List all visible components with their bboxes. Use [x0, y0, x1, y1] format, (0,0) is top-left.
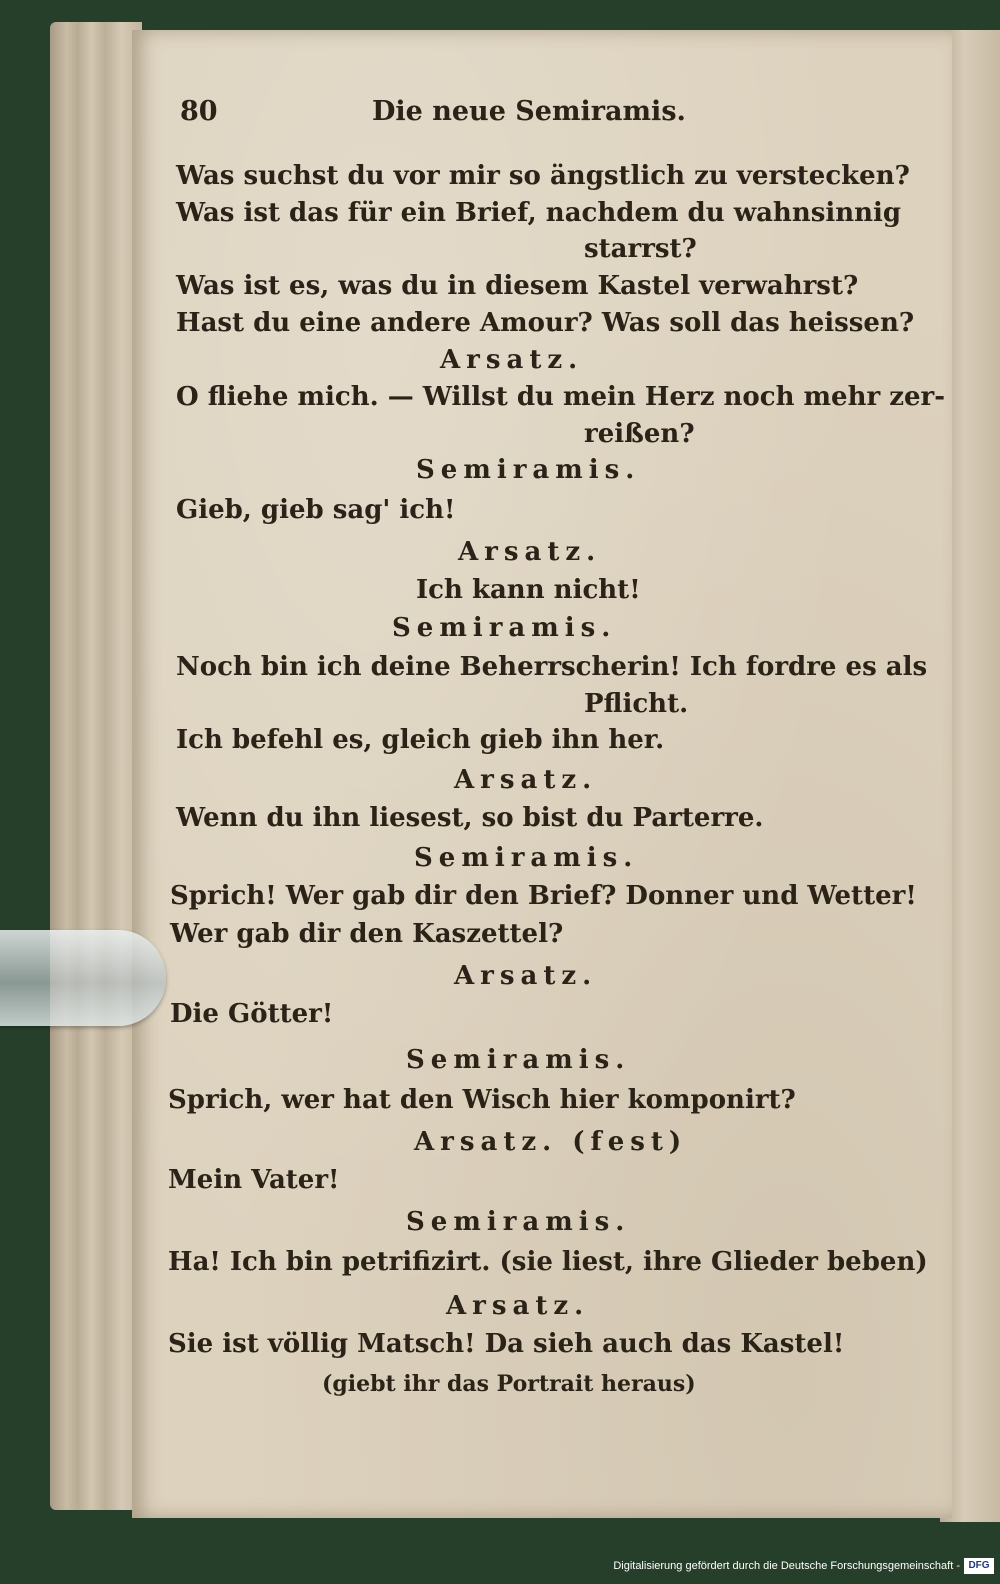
speaker-name: Semiramis. [414, 843, 639, 873]
text-line: Gieb, gieb sag' ich! [176, 495, 456, 525]
text-line: O fliehe mich. — Willst du mein Herz noch mehr zer- [176, 382, 946, 412]
text-line: Was ist das für ein Brief, nachdem du wahnsinnig [176, 198, 902, 228]
speaker-name: Arsatz. [454, 765, 598, 795]
text-line: reißen? [584, 419, 695, 449]
speaker-name: Semiramis. [392, 613, 617, 643]
text-line: starrst? [584, 234, 697, 264]
text-line: Sprich, wer hat den Wisch hier komponirt? [168, 1085, 796, 1115]
text-line: Ich befehl es, gleich gieb ihn her. [176, 725, 665, 755]
speaker-name: Arsatz. [446, 1291, 590, 1321]
text-line: Wenn du ihn liesest, so bist du Parterre. [176, 803, 764, 833]
text-line: Ich kann nicht! [416, 575, 641, 605]
digitization-credit: Digitalisierung gefördert durch die Deutsche Forschungsgemeinschaft - [613, 1560, 960, 1572]
stage-direction: (giebt ihr das Portrait heraus) [322, 1371, 696, 1397]
text-line: Noch bin ich deine Beherrscherin! Ich fordre es als [176, 652, 928, 682]
text-line: Ha! Ich bin petrifizirt. (sie liest, ihre Glieder beben) [168, 1247, 928, 1277]
speaker-name: Semiramis. [406, 1207, 631, 1237]
text-line: Hast du eine andere Amour? Was soll das heissen? [176, 308, 915, 338]
text-line: Was ist es, was du in diesem Kastel verwahrst? [176, 271, 859, 301]
speaker-name: Semiramis. [406, 1045, 631, 1075]
page-number: 80 [180, 96, 218, 127]
text-line: Sie ist völlig Matsch! Da sieh auch das Kastel! [168, 1329, 845, 1359]
speaker-name: Semiramis. [416, 455, 641, 485]
speaker-name: Arsatz. [454, 961, 598, 991]
dfg-logo: DFG [964, 1558, 994, 1574]
speaker-name: Arsatz. (fest) [414, 1127, 688, 1157]
text-line: Pflicht. [584, 689, 689, 719]
text-line: Sprich! Wer gab dir den Brief? Donner und Wetter! [170, 881, 917, 911]
text-line: Die Götter! [170, 999, 334, 1029]
speaker-name: Arsatz. [440, 345, 584, 375]
text-line: Mein Vater! [168, 1165, 340, 1195]
text-line: Was suchst du vor mir so ängstlich zu verstecken? [176, 161, 910, 191]
page-clip [0, 930, 166, 1026]
text-line: Wer gab dir den Kaszettel? [170, 919, 564, 949]
running-title: Die neue Semiramis. [372, 96, 686, 127]
page-stack-edge [50, 22, 142, 1510]
speaker-name: Arsatz. [458, 537, 602, 567]
